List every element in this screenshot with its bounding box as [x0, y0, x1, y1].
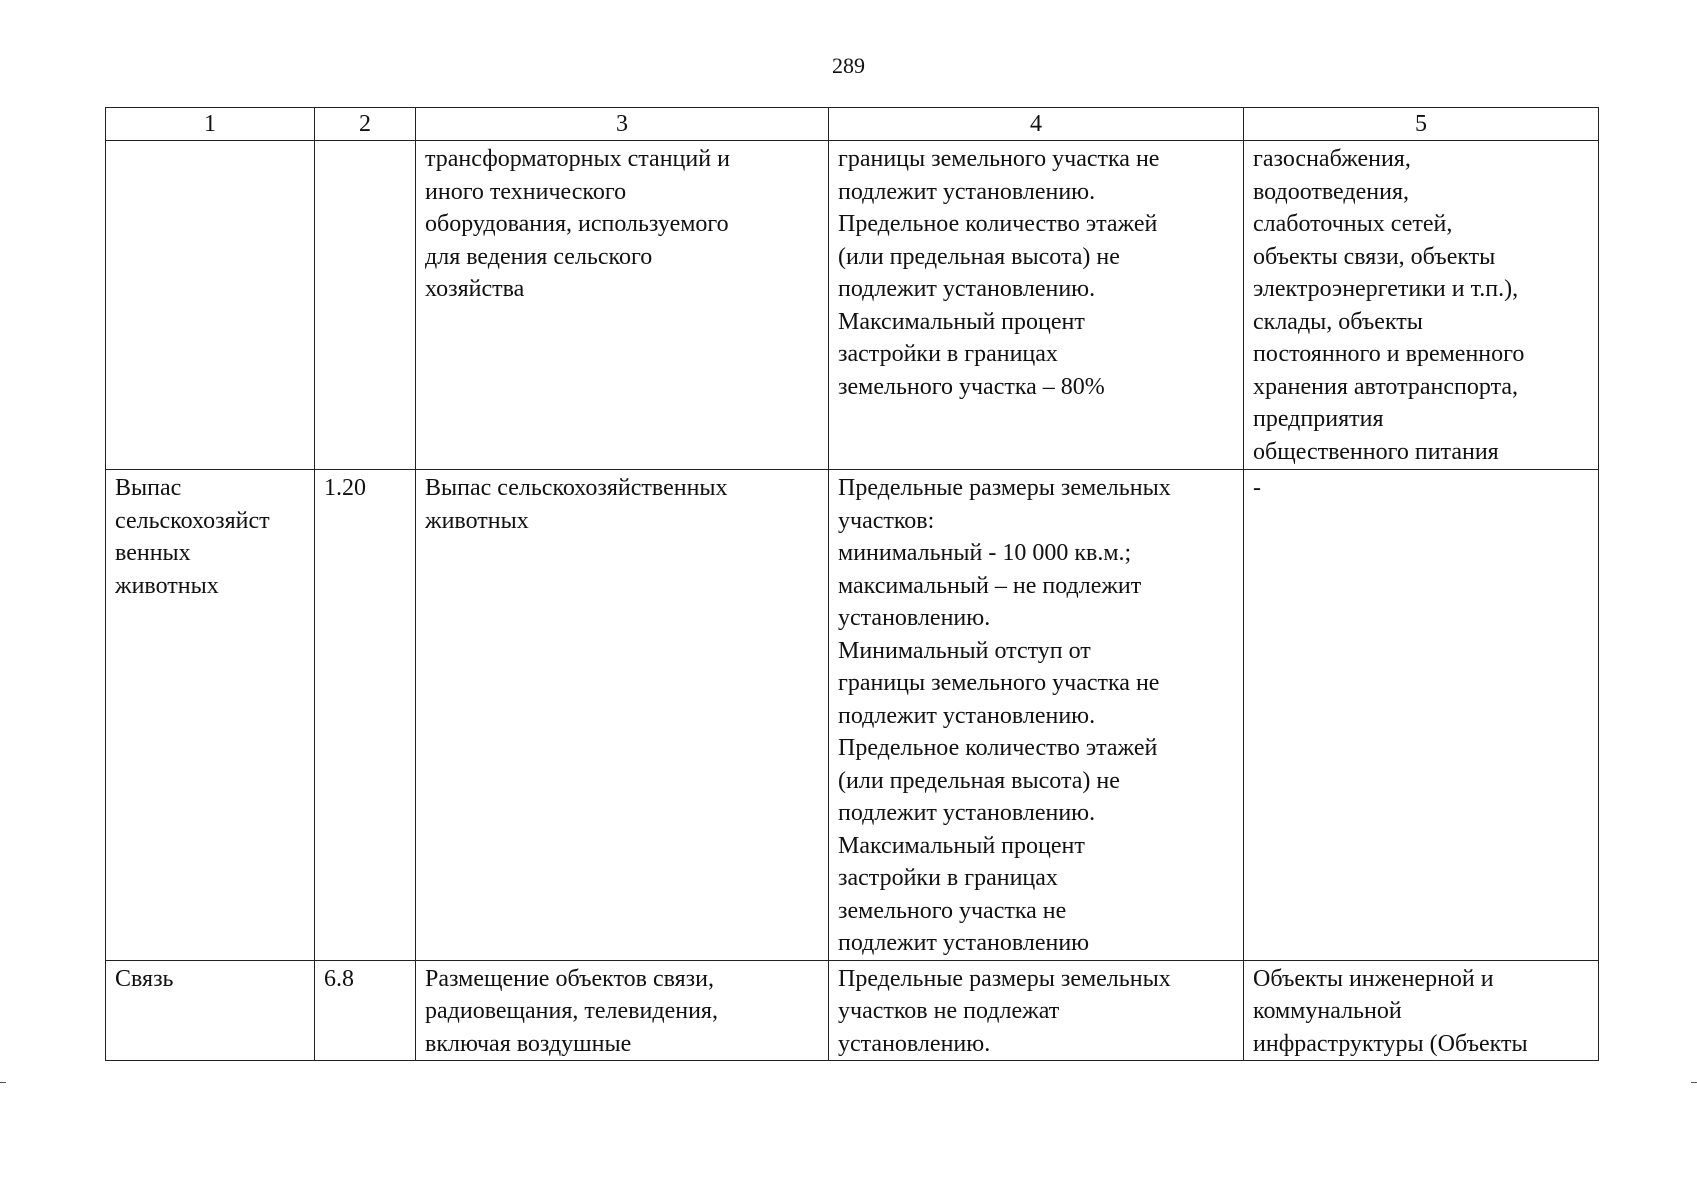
- cell-text: 6.8: [324, 965, 354, 992]
- column-number-5: 5: [1244, 108, 1599, 141]
- use-description-cell: [416, 960, 829, 1061]
- land-use-type-cell: [106, 141, 315, 470]
- cell-text: трансформаторных станций и иного технического оборудования, используемого для ведения сельского хозяйства: [425, 146, 730, 302]
- use-code-cell: [315, 960, 416, 1061]
- use-description-cell: [416, 141, 829, 470]
- parameters-cell: [829, 470, 1244, 961]
- cell-text: Объекты инженерной и коммунальной инфраструктуры (Объекты: [1253, 965, 1528, 1057]
- column-number-2: 2: [315, 108, 416, 141]
- use-description-cell: [416, 470, 829, 961]
- column-number-4: 4: [829, 108, 1244, 141]
- table-row: [106, 960, 1599, 1061]
- cell-text: Размещение объектов связи, радиовещания, телевидения, включая воздушные: [425, 965, 718, 1057]
- auxiliary-uses-cell: [1244, 141, 1599, 470]
- scan-edge-mark: [0, 1082, 6, 1083]
- table-row: [106, 141, 1599, 470]
- use-code-cell: [315, 141, 416, 470]
- scan-edge-mark: [1691, 1082, 1697, 1083]
- column-number-3: 3: [416, 108, 829, 141]
- cell-text: Связь: [115, 965, 174, 992]
- cell-text: Предельные размеры земельных участков не подлежат установлению.: [838, 965, 1171, 1057]
- table-header-row: [106, 108, 1599, 141]
- cell-text: -: [1253, 475, 1261, 501]
- land-use-type-cell: [106, 960, 315, 1061]
- cell-text: Выпас сельскохозяйственных животных: [425, 475, 728, 534]
- cell-text: 1.20: [324, 475, 366, 501]
- auxiliary-uses-cell: [1244, 470, 1599, 961]
- land-use-type-cell: [106, 470, 315, 961]
- cell-text: границы земельного участка не подлежит установлению. Предельное количество этажей (или предельная высота) не подлежит установлению. Максимальный процент застройки в границах земельного участка – 80%: [838, 146, 1160, 400]
- cell-text: газоснабжения, водоотведения, слаботочных сетей, объекты связи, объекты электроэнергетики и т.п.), склады, объекты постоянного и временного хранения автотранспорта, предприятия общественного питания: [1253, 146, 1525, 465]
- land-use-table: [105, 107, 1599, 1061]
- cell-text: Предельные размеры земельных участков: минимальный - 10 000 кв.м.; максимальный – не подлежит установлению. Минимальный отступ от границы земельного участка не подлежит установлению. Предельное количество этажей (или предельная высота) не подлежит установлению. Максимальный процент застройки в границах земельного участка не подлежит установлению: [838, 475, 1171, 956]
- parameters-cell: [829, 141, 1244, 470]
- table-row: [106, 470, 1599, 961]
- auxiliary-uses-cell: [1244, 960, 1599, 1061]
- cell-text: Выпас сельскохозяйст венных животных: [115, 475, 270, 599]
- page-number: 289: [832, 53, 865, 78]
- column-number-1: 1: [106, 108, 315, 141]
- parameters-cell: [829, 960, 1244, 1061]
- use-code-cell: [315, 470, 416, 961]
